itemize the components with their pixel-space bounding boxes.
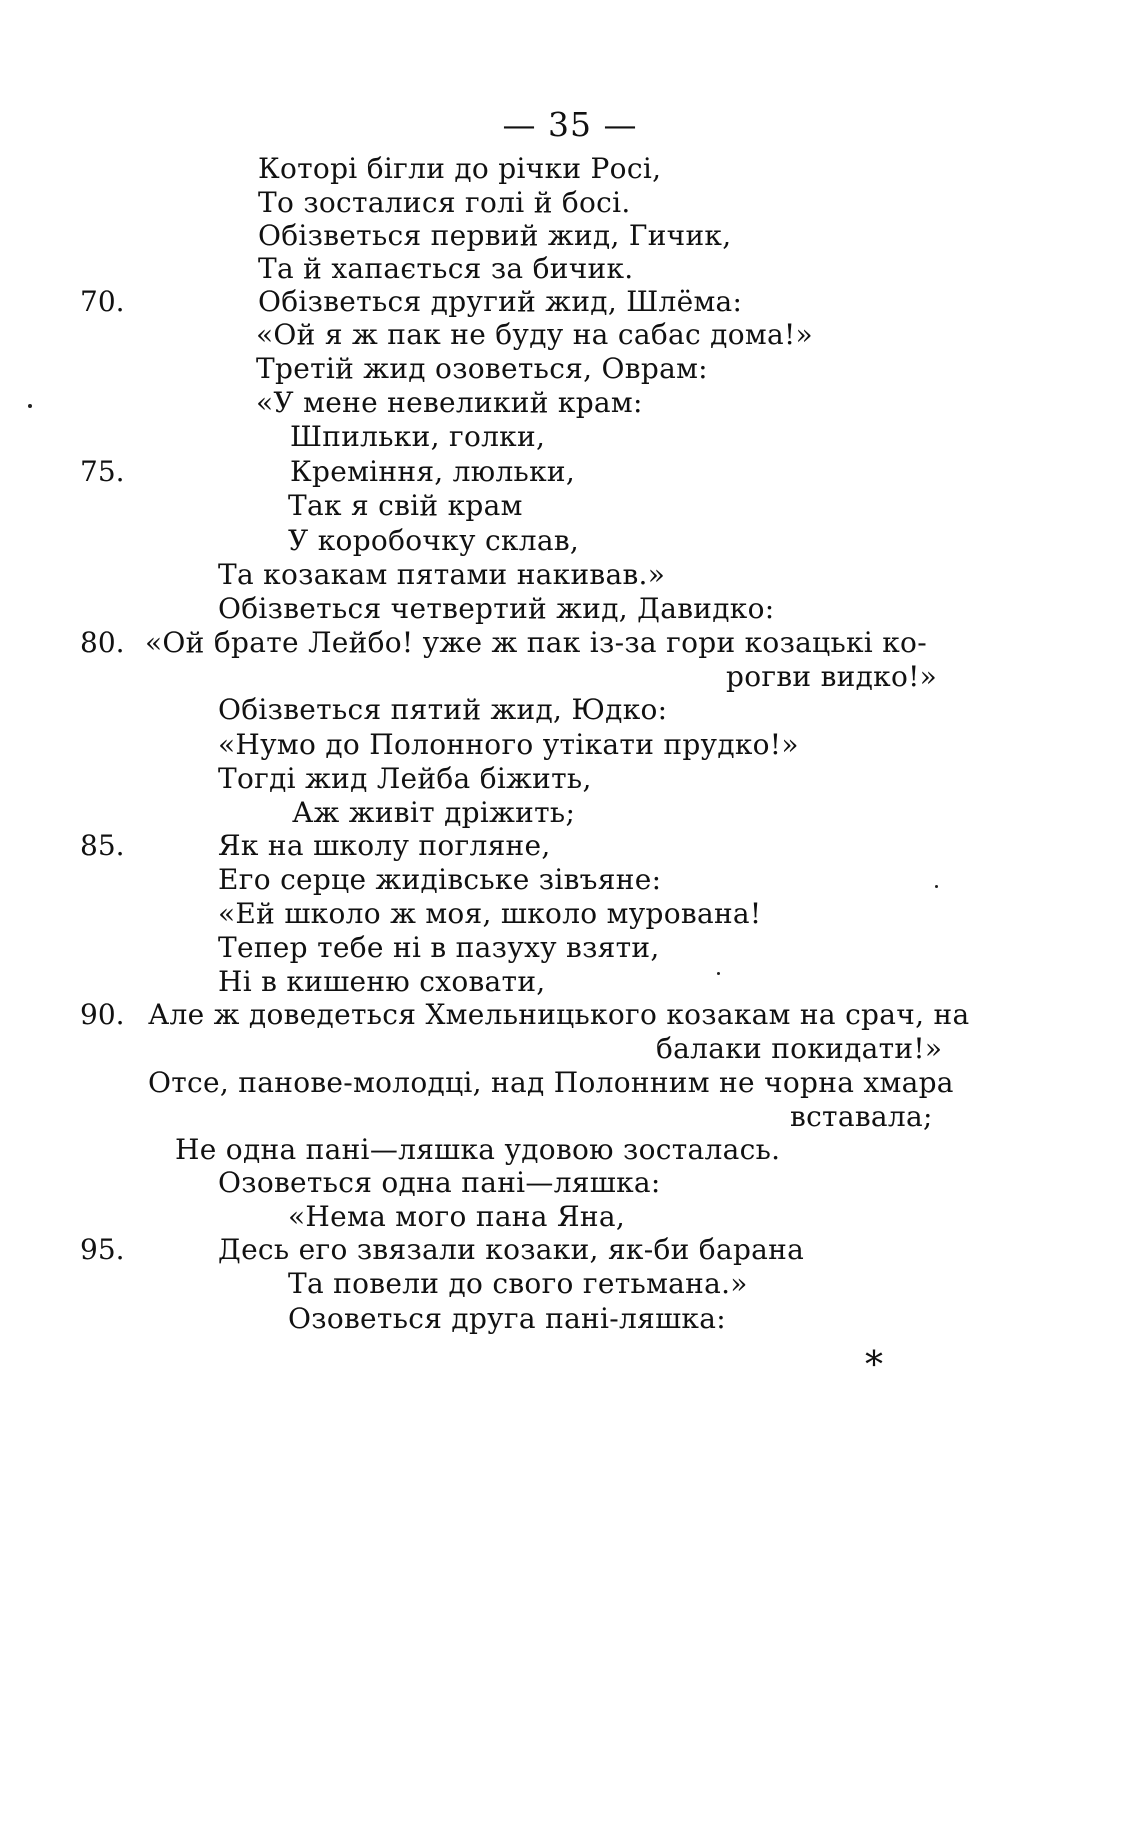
verse-line: Тогді жид Лейба біжить, — [218, 762, 592, 795]
verse-line: Але ж доведеться Хмельницького козакам на срач, на — [148, 998, 970, 1031]
verse-line: У коробочку склав, — [288, 524, 580, 557]
page-number: — 35 — — [502, 105, 638, 144]
verse-line: То зосталися голі й босі. — [258, 186, 631, 219]
verse-line: Та й хапається за бичик. — [258, 252, 634, 285]
verse-line: «Ой я ж пак не буду на сабас дома!» — [256, 318, 813, 351]
line-number-95: 95. — [80, 1233, 125, 1266]
verse-line: «Нема мого пана Яна, — [288, 1200, 626, 1233]
verse-line: Обізветься пятий жид, Юдко: — [218, 693, 668, 726]
verse-line: Обізветься четвертий жид, Давидко: — [218, 592, 775, 625]
print-speck — [28, 404, 32, 408]
verse-line: Его серце жидівське зівъяне: — [218, 863, 662, 896]
verse-line: Отсе, панове-молодці, над Полонним не чорна хмара — [148, 1066, 954, 1099]
verse-line: Та козакам пятами накивав.» — [218, 558, 666, 591]
verse-line: Так я свій крам — [288, 489, 523, 522]
print-speck — [935, 885, 938, 888]
line-number-75: 75. — [80, 455, 125, 488]
verse-line: Ні в кишеню сховати, — [218, 965, 546, 998]
verse-line: Креміння, люльки, — [290, 455, 576, 488]
verse-line: Шпильки, голки, — [290, 420, 546, 453]
verse-line: Озоветься друга пані-ляшка: — [288, 1302, 726, 1335]
verse-line: Третій жид озоветься, Оврам: — [256, 352, 708, 385]
footnote-mark: * — [865, 1345, 883, 1386]
verse-line: Не одна пані—ляшка удовою зосталась. — [175, 1133, 781, 1166]
verse-line: «У мене невеликий крам: — [256, 386, 643, 419]
line-number-80: 80. — [80, 626, 125, 659]
verse-line: Як на школу погляне, — [218, 829, 551, 862]
verse-line: вставала; — [790, 1100, 933, 1133]
verse-line: «Ей школо ж моя, школо мурована! — [218, 897, 762, 930]
verse-line: Аж живіт дріжить; — [292, 796, 576, 829]
verse-line: рогви видко!» — [726, 660, 938, 693]
line-number-85: 85. — [80, 829, 125, 862]
verse-line: Обізветься первий жид, Гичик, — [258, 219, 732, 252]
verse-line: Обізветься другий жид, Шлёма: — [258, 285, 743, 318]
line-number-90: 90. — [80, 998, 125, 1031]
verse-line: Тепер тебе ні в пазуху взяти, — [218, 931, 660, 964]
verse-line: «Ой брате Лейбо! уже ж пак із-за гори козацькі ко- — [145, 626, 927, 659]
verse-line: Озоветься одна пані—ляшка: — [218, 1166, 661, 1199]
line-number-70: 70. — [80, 285, 125, 318]
verse-line: «Нумо до Полонного утікати прудко!» — [218, 728, 799, 761]
verse-line: балаки покидати!» — [656, 1032, 943, 1065]
verse-line: Десь его звязали козаки, як-би барана — [218, 1233, 805, 1266]
verse-line: Та повели до свого гетьмана.» — [288, 1267, 748, 1300]
print-speck — [717, 972, 720, 975]
verse-line: Которі бігли до річки Росі, — [258, 152, 662, 185]
